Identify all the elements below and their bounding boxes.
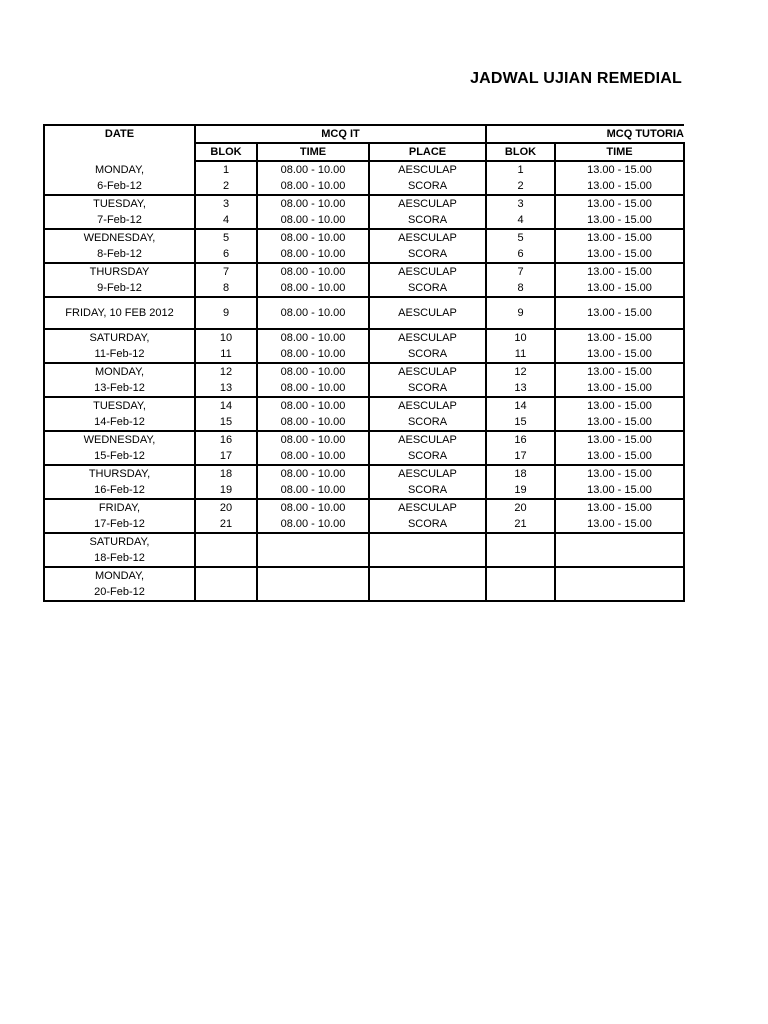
time-cell: 08.00 - 10.00 [257, 499, 369, 516]
date-day: SATURDAY, [89, 536, 150, 548]
place-cell: SCORA [369, 280, 486, 297]
time-cell: 08.00 - 10.00 [257, 329, 369, 346]
date-value: 17-Feb-12 [94, 518, 145, 530]
empty-cell [486, 533, 555, 567]
place-cell: AESCULAP [369, 363, 486, 380]
date-day: THURSDAY, [88, 468, 151, 480]
blok-cell: 6 [486, 246, 555, 263]
blok-cell: 10 [486, 329, 555, 346]
time-cell: 13.00 - 15.00 [555, 212, 684, 229]
time-cell: 13.00 - 15.00 [555, 195, 684, 212]
empty-cell [257, 533, 369, 567]
blok-cell: 3 [486, 195, 555, 212]
date-day: FRIDAY, [98, 502, 141, 514]
blok-cell: 8 [195, 280, 257, 297]
date-day: WEDNESDAY, [83, 232, 156, 244]
time-cell: 08.00 - 10.00 [257, 397, 369, 414]
blok-cell: 12 [195, 363, 257, 380]
place-cell: AESCULAP [369, 499, 486, 516]
date-day: TUESDAY, [93, 400, 146, 412]
time-cell: 13.00 - 15.00 [555, 246, 684, 263]
blok-cell: 17 [195, 448, 257, 465]
blok-cell: 20 [195, 499, 257, 516]
blok-cell: 18 [195, 465, 257, 482]
table-row [44, 229, 684, 246]
blok-cell: 16 [195, 431, 257, 448]
place-cell: AESCULAP [369, 297, 486, 329]
empty-cell [369, 567, 486, 601]
blok-cell: 7 [195, 263, 257, 280]
date-cell [44, 229, 195, 263]
time-cell: 13.00 - 15.00 [555, 280, 684, 297]
blok-cell: 15 [486, 414, 555, 431]
blok-cell: 20 [486, 499, 555, 516]
date-cell [44, 465, 195, 499]
time-cell: 13.00 - 15.00 [555, 397, 684, 414]
header-mcq-tutorial: MCQ TUTORIA [486, 125, 684, 143]
date-value: 7-Feb-12 [97, 214, 142, 226]
time-cell: 08.00 - 10.00 [257, 212, 369, 229]
date-cell [44, 499, 195, 533]
empty-cell [195, 567, 257, 601]
time-cell: 08.00 - 10.00 [257, 516, 369, 533]
date-cell [44, 195, 195, 229]
place-cell: SCORA [369, 414, 486, 431]
header-time: TIME [257, 143, 369, 161]
place-cell: SCORA [369, 212, 486, 229]
blok-cell: 13 [486, 380, 555, 397]
time-cell: 13.00 - 15.00 [555, 448, 684, 465]
time-cell: 08.00 - 10.00 [257, 297, 369, 329]
blok-cell: 1 [486, 161, 555, 178]
date-cell [44, 431, 195, 465]
date-cell [44, 329, 195, 363]
date-cell [44, 263, 195, 297]
date-value: 15-Feb-12 [94, 450, 145, 462]
table-row [44, 297, 684, 329]
time-cell: 13.00 - 15.00 [555, 329, 684, 346]
time-cell: 08.00 - 10.00 [257, 229, 369, 246]
place-cell: AESCULAP [369, 465, 486, 482]
time-cell: 08.00 - 10.00 [257, 465, 369, 482]
time-cell: 13.00 - 15.00 [555, 414, 684, 431]
blok-cell: 2 [195, 178, 257, 195]
date-cell [44, 297, 195, 329]
date-value: 16-Feb-12 [94, 484, 145, 496]
date-day: THURSDAY [89, 266, 150, 278]
blok-cell: 4 [195, 212, 257, 229]
blok-cell: 2 [486, 178, 555, 195]
time-cell: 08.00 - 10.00 [257, 246, 369, 263]
empty-cell [555, 567, 684, 601]
time-cell: 08.00 - 10.00 [257, 161, 369, 178]
date-cell [44, 533, 195, 567]
date-value: 20-Feb-12 [94, 586, 145, 598]
date-day: WEDNESDAY, [83, 434, 156, 446]
blok-cell: 6 [195, 246, 257, 263]
header-place: PLACE [369, 143, 486, 161]
time-cell: 13.00 - 15.00 [555, 516, 684, 533]
time-cell: 13.00 - 15.00 [555, 380, 684, 397]
place-cell: SCORA [369, 380, 486, 397]
blok-cell: 12 [486, 363, 555, 380]
place-cell: SCORA [369, 482, 486, 499]
date-value: 11-Feb-12 [94, 348, 145, 360]
blok-cell: 11 [486, 346, 555, 363]
schedule-table [43, 124, 685, 602]
date-cell [44, 161, 195, 195]
blok-cell: 8 [486, 280, 555, 297]
place-cell: SCORA [369, 346, 486, 363]
table-row [44, 329, 684, 346]
document-title: JADWAL UJIAN REMEDIAL [470, 70, 682, 87]
blok-cell: 14 [195, 397, 257, 414]
time-cell: 13.00 - 15.00 [555, 229, 684, 246]
blok-cell: 4 [486, 212, 555, 229]
table-row [44, 533, 684, 567]
time-cell: 08.00 - 10.00 [257, 482, 369, 499]
date-cell [44, 363, 195, 397]
time-cell: 08.00 - 10.00 [257, 263, 369, 280]
place-cell: AESCULAP [369, 329, 486, 346]
blok-cell: 5 [486, 229, 555, 246]
time-cell: 13.00 - 15.00 [555, 431, 684, 448]
time-cell: 13.00 - 15.00 [555, 363, 684, 380]
time-cell: 08.00 - 10.00 [257, 178, 369, 195]
blok-cell: 17 [486, 448, 555, 465]
date-value: 14-Feb-12 [94, 416, 145, 428]
time-cell: 13.00 - 15.00 [555, 346, 684, 363]
place-cell: SCORA [369, 178, 486, 195]
time-cell: 08.00 - 10.00 [257, 280, 369, 297]
place-cell: AESCULAP [369, 161, 486, 178]
header-time-2: TIME [555, 143, 684, 161]
time-cell: 13.00 - 15.00 [555, 178, 684, 195]
header-mcq-it: MCQ IT [195, 125, 486, 143]
blok-cell: 11 [195, 346, 257, 363]
schedule-body [44, 161, 684, 601]
blok-cell: 10 [195, 329, 257, 346]
blok-cell: 13 [195, 380, 257, 397]
blok-cell: 9 [195, 297, 257, 329]
header-blok: BLOK [195, 143, 257, 161]
table-row [44, 363, 684, 380]
date-value: 6-Feb-12 [97, 179, 142, 192]
time-cell: 13.00 - 15.00 [555, 161, 684, 178]
table-row [44, 263, 684, 280]
empty-cell [257, 567, 369, 601]
date-value: 9-Feb-12 [97, 282, 142, 294]
place-cell: AESCULAP [369, 195, 486, 212]
empty-cell [555, 533, 684, 567]
time-cell: 08.00 - 10.00 [257, 431, 369, 448]
blok-cell: 18 [486, 465, 555, 482]
date-day: TUESDAY, [93, 198, 146, 210]
empty-cell [195, 533, 257, 567]
blok-cell: 21 [486, 516, 555, 533]
table-row [44, 161, 684, 178]
date-value: 8-Feb-12 [97, 248, 142, 260]
table-row [44, 397, 684, 414]
table-row [44, 499, 684, 516]
date-value: 13-Feb-12 [94, 382, 145, 394]
blok-cell: 1 [195, 161, 257, 178]
date-day: SATURDAY, [89, 332, 150, 344]
time-cell: 13.00 - 15.00 [555, 465, 684, 482]
date-value: 18-Feb-12 [94, 552, 145, 564]
blok-cell: 19 [195, 482, 257, 499]
blok-cell: 9 [486, 297, 555, 329]
date-day: MONDAY, [94, 570, 145, 582]
time-cell: 08.00 - 10.00 [257, 363, 369, 380]
date-day: MONDAY, [94, 366, 145, 378]
time-cell: 13.00 - 15.00 [555, 297, 684, 329]
table-row [44, 567, 684, 601]
place-cell: AESCULAP [369, 263, 486, 280]
time-cell: 08.00 - 10.00 [257, 195, 369, 212]
place-cell: SCORA [369, 516, 486, 533]
date-day: FRIDAY, 10 FEB 2012 [65, 307, 174, 319]
blok-cell: 7 [486, 263, 555, 280]
place-cell: AESCULAP [369, 431, 486, 448]
empty-cell [486, 567, 555, 601]
header-date: DATE [44, 125, 195, 161]
blok-cell: 3 [195, 195, 257, 212]
schedule-sheet [43, 124, 683, 602]
blok-cell: 19 [486, 482, 555, 499]
blok-cell: 5 [195, 229, 257, 246]
time-cell: 08.00 - 10.00 [257, 448, 369, 465]
table-row [44, 465, 684, 482]
blok-cell: 21 [195, 516, 257, 533]
time-cell: 08.00 - 10.00 [257, 346, 369, 363]
date-cell [44, 397, 195, 431]
header-blok-2: BLOK [486, 143, 555, 161]
time-cell: 13.00 - 15.00 [555, 499, 684, 516]
place-cell: SCORA [369, 448, 486, 465]
time-cell: 08.00 - 10.00 [257, 380, 369, 397]
blok-cell: 16 [486, 431, 555, 448]
table-row [44, 431, 684, 448]
place-cell: AESCULAP [369, 397, 486, 414]
blok-cell: 15 [195, 414, 257, 431]
date-cell [44, 567, 195, 601]
time-cell: 13.00 - 15.00 [555, 482, 684, 499]
place-cell: AESCULAP [369, 229, 486, 246]
date-day: MONDAY, [94, 163, 145, 176]
table-row [44, 195, 684, 212]
time-cell: 13.00 - 15.00 [555, 263, 684, 280]
place-cell: SCORA [369, 246, 486, 263]
time-cell: 08.00 - 10.00 [257, 414, 369, 431]
blok-cell: 14 [486, 397, 555, 414]
empty-cell [369, 533, 486, 567]
